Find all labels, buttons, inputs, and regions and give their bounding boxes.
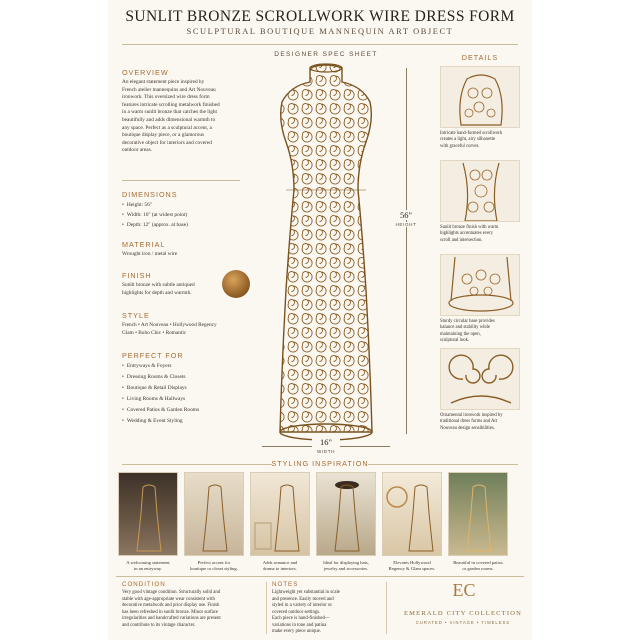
height-label: HEIGHT [392,222,420,227]
overview-line: An elegant statement piece inspired by [122,79,205,85]
section-divider [122,180,240,181]
styling-caption-line: or garden rooms. [462,566,494,572]
detail-image-scroll [440,348,520,410]
styling-photo-interior [250,472,310,556]
detail-caption-line: with graceful curves. [440,143,480,149]
details-heading: DETAILS [461,53,499,62]
finish-heading: FINISH [122,271,152,280]
detail-caption-line: scroll and intersection. [440,237,483,243]
material-text: Wrought iron / metal wire [122,251,178,257]
perfect-for-item: • Dressing Rooms & Closets [122,374,244,380]
width-label: WIDTH [316,449,336,454]
dimension-item: • Width: 16" (at widest point) [122,212,244,218]
detail-caption-line: balance and stability while [440,325,491,331]
detail-caption-line: Sunlit bronze finish with warm [440,225,499,230]
perfect-for-item: • Boutique & Retail Displays [122,385,244,391]
condition-text [122,590,262,629]
overview-line: beautifully and adds dimensional warmth to [122,116,216,123]
detail-caption-line: traditional dress forms and Art [440,419,498,425]
perfect-for-item: • Covered Patios & Garden Rooms [122,407,244,413]
overview-line: French atelier mannequins and Art Nouveau [122,86,216,93]
perfect-for-heading: PERFECT FOR [122,351,184,360]
detail-caption-line: Sturdy circular base provides [440,319,495,324]
styling-caption [118,560,178,572]
style-line: Glam • Boho Chic • Romantic [122,329,187,336]
detail-caption-line: Ornamental ironwork inspired by [440,413,503,418]
footer-divider [386,582,387,634]
styling-photo-entryway [118,472,178,556]
condition-line: decorative metalwork and prior display use. Finish [122,603,220,608]
detail-caption-line: Nouveau design sensibilities. [440,425,495,431]
styling-caption [250,560,310,572]
finish-line: highlights for depth and warmth. [122,289,192,296]
finish-swatch [222,270,250,298]
overview-line: decorative object for interiors and covered [122,139,212,146]
notes-line: and presence. Easily moved and [272,596,334,602]
notes-heading: NOTES [272,581,299,588]
styling-caption-line: Beautiful in covered patios [453,560,503,565]
dress-form-illustration [258,60,394,450]
styling-photo-accessories [316,472,376,556]
condition-line: Very good vintage condition. Structurally solid and [122,590,221,595]
styling-caption-line: drama to interiors. [263,566,297,572]
style-line: French • Art Nouveau • Hollywood Regency [122,322,217,328]
material-heading: MATERIAL [122,240,166,249]
detail-caption-line: highlights accentuates every [440,231,494,237]
notes-line: covered outdoor settings. [272,609,321,615]
overview-heading: OVERVIEW [122,68,169,77]
page-title: SUNLIT BRONZE SCROLLWORK WIRE DRESS FORM [125,8,515,25]
detail-caption [440,225,522,244]
styling-caption-line: Adds romance and [262,560,298,565]
styling-caption [316,560,376,572]
styling-heading: STYLING INSPIRATION [271,459,369,468]
overview-line: ironwork. This oversized wire dress form [122,94,210,101]
styling-caption [184,560,244,572]
detail-caption-line: sculptural look. [440,338,470,344]
styling-caption-line: boutique or closet styling. [190,566,238,572]
styling-photo-boutique [184,472,244,556]
styling-caption-line: A welcoming statement [126,560,170,565]
styling-caption-line: Perfect accent for [197,560,231,565]
dimension-item: • Depth: 12" (approx. at base) [122,222,244,228]
styling-photo-hollywood [382,472,442,556]
styling-photo-patio [448,472,508,556]
perfect-for-item: • Wedding & Event Styling [122,418,244,424]
condition-line: stable with age-appropriate wear consistent with [122,596,215,602]
brand-monogram: EC [452,580,476,600]
styling-caption-line: Elevates Hollywood [393,560,431,565]
finish-text [122,282,220,297]
header-divider [122,44,518,45]
detail-caption [440,319,522,345]
condition-line: has been refreshed in sunlit bronze. Minor surface [122,609,219,615]
spec-sheet-page [108,0,532,640]
height-value: 56" [394,210,418,220]
spec-sheet-label: DESIGNER SPEC SHEET [274,51,378,58]
notes-line: Lightweight yet substantial in scale [272,590,340,595]
dimensions-heading: DIMENSIONS [122,190,178,199]
perfect-for-item: • Entryways & Foyers [122,363,244,369]
condition-line: irregularities and handcrafted variations are present [122,616,221,621]
detail-image-base [440,254,520,316]
style-heading: STYLE [122,311,150,320]
page-subtitle: SCULPTURAL BOUTIQUE MANNEQUIN ART OBJECT [186,27,454,36]
finish-line: Sunlit bronze with subtle antiqued [122,282,195,288]
detail-caption [440,413,522,432]
overview-line: in a warm sunlit bronze that catches the light [122,109,218,116]
height-dimension-line [406,68,407,434]
notes-line: make every piece unique. [272,629,322,634]
notes-line: styled in a variety of interior or [272,603,332,608]
overview-line: outdoor areas. [122,147,153,154]
styling-caption-line: Ideal for displaying hats, [323,560,369,565]
detail-caption-line: Intricate hand-formed scrollwork [440,131,503,136]
styling-caption [448,560,508,572]
detail-caption-line: creates a light, airy silhouette [440,137,496,143]
notes-line: Each piece is hand-finished— [272,616,330,621]
perfect-for-item: • Living Rooms & Hallways [122,396,244,402]
detail-caption [440,131,522,150]
styling-caption-line: jewelry and accessories. [323,566,369,572]
style-text [122,322,246,337]
detail-image-waist [440,160,520,222]
dimension-item: • Height: 56" [122,202,244,208]
notes-text [272,590,382,636]
condition-heading: CONDITION [122,581,166,588]
width-value: 16" [312,437,340,447]
brand-name: EMERALD CITY COLLECTION [404,610,522,617]
styling-caption-line: Regency & Glam spaces. [388,566,436,572]
detail-image-bust [440,66,520,128]
styling-caption-line: in an entryway. [133,566,163,572]
detail-caption-line: maintaining the open, [440,331,481,337]
styling-caption [382,560,442,572]
footer-divider [266,582,267,634]
notes-line: variations in tone and patina [272,622,327,628]
condition-line: and contribute to its vintage character. [122,622,196,628]
overview-text [122,79,242,155]
overview-line: boutique display piece, or a glamorous [122,132,205,139]
overview-line: any space. Perfect as a sculptural accent, a [122,124,212,131]
overview-line: features intricate scrolling metalwork finished [122,101,220,108]
brand-tagline: CURATED • VINTAGE • TIMELESS [415,620,511,625]
